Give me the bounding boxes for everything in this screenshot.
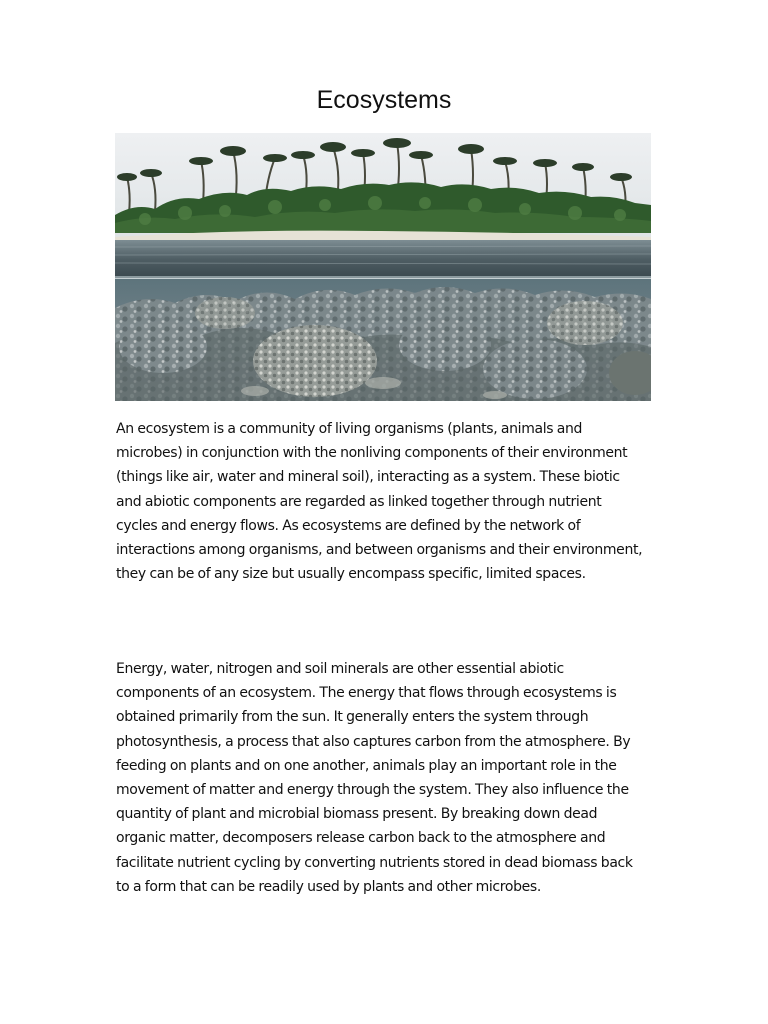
paragraph-energy-and-nutrients: Energy, water, nitrogen and soil minerals are other essential abiotic components of an ecosystem. The energy that flows through ecosystems is obtained primarily from the sun. It generally enters the system through photosynthesis, a process that also captures carbon from the atmosphere. By feeding on plants and on one another, animals play an important role in the movement of matter and energy through the system. They also influence the quantity of plant and microbial biomass present. By breaking down dead organic matter, decomposers release carbon back to the atmosphere and facilitate nutrient cycling by converting nutrients stored in dead biomass back to a form that can be readily used by plants and other microbes. xyxy=(116,661,633,895)
coral-reef-island-photo xyxy=(115,133,651,401)
page-title: Ecosystems xyxy=(316,86,452,114)
paragraph-ecosystem-definition: An ecosystem is a community of living organisms (plants, animals and microbes) in conjunction with the nonliving components of their environment (things like air, water and mineral soil), interacting as a system. These biotic and abiotic components are regarded as linked together through nutrient cycles and energy flows. As ecosystems are defined by the network of interactions among organisms, and between organisms and their environment, they can be of any size but usually encompass specific, limited spaces. xyxy=(116,421,643,583)
